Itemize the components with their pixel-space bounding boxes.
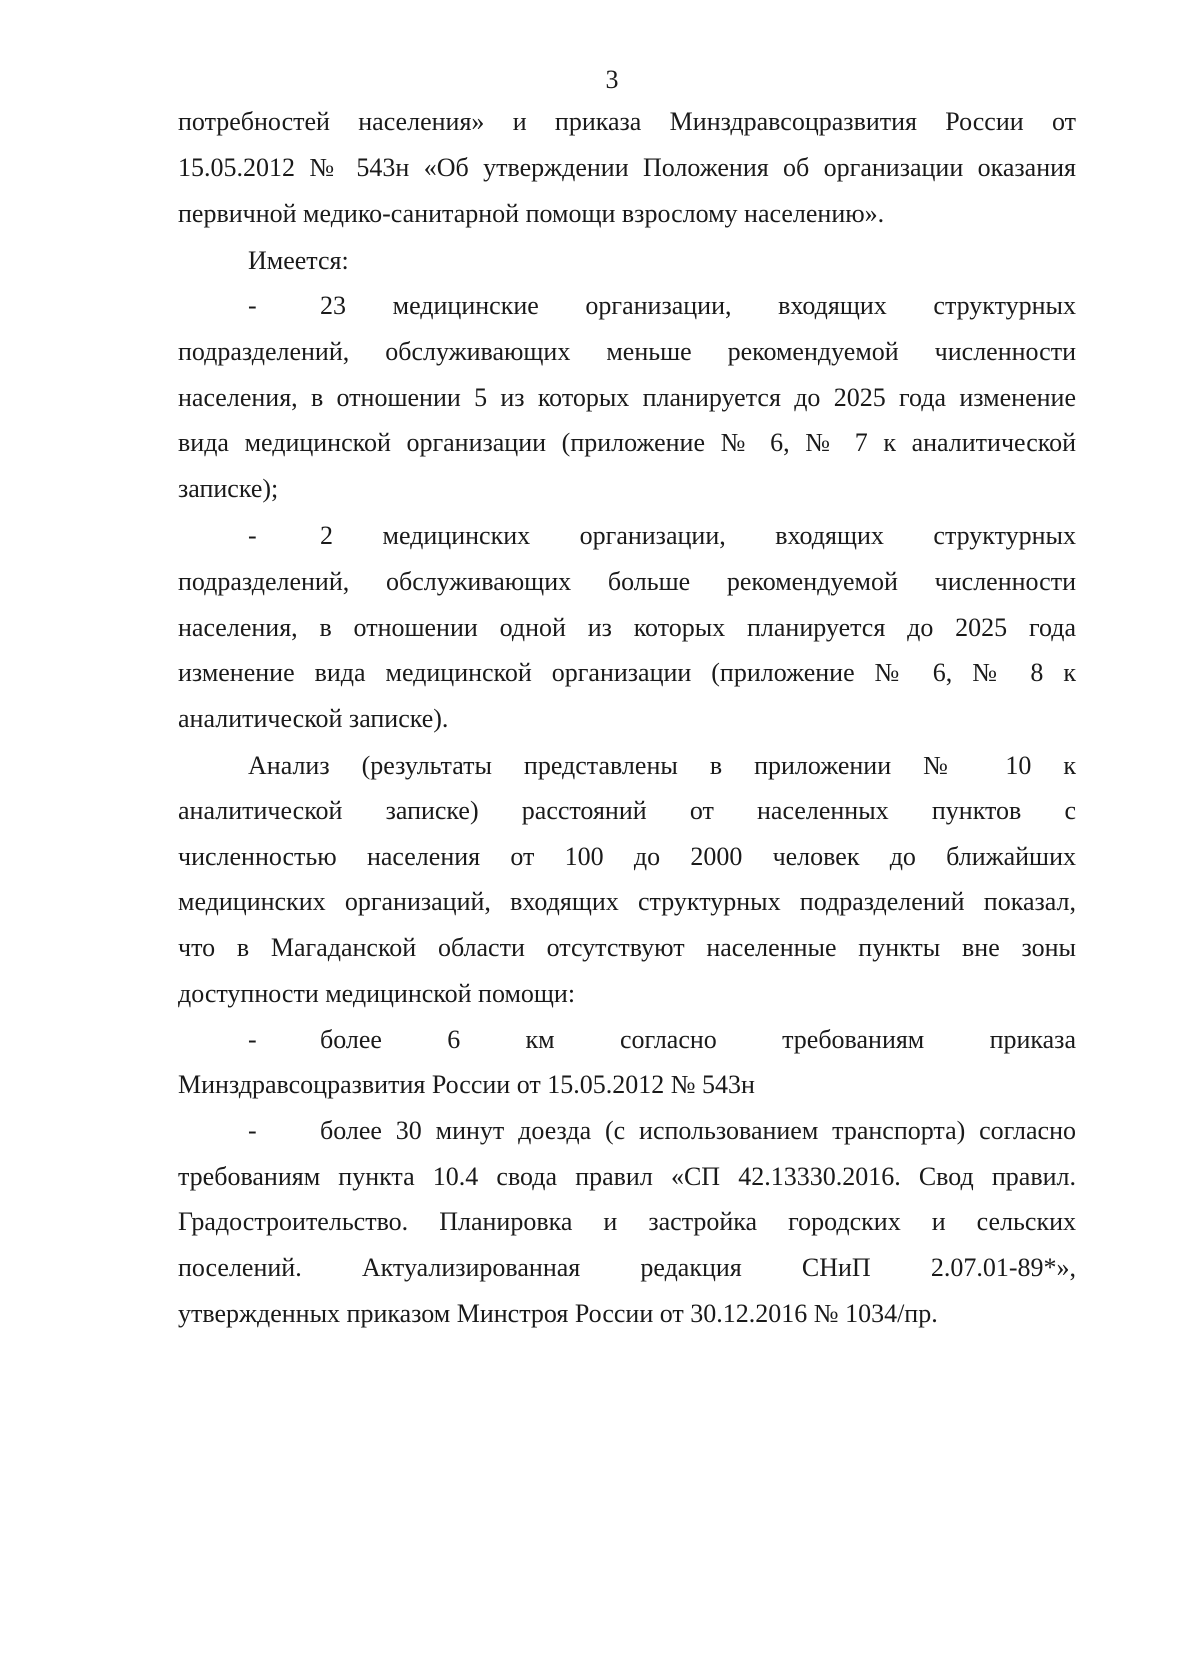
text-line: населения, в отношении одной из которых планируется до 2025 года: [178, 613, 1076, 642]
text-line: численностью населения от 100 до 2000 человек до ближайших: [178, 842, 1076, 871]
text-line: медицинских организаций, входящих структурных подразделений показал,: [178, 887, 1076, 916]
text-line: первичной медико-санитарной помощи взрослому населению».: [178, 199, 885, 228]
list-dash: -: [248, 1025, 257, 1054]
text-line: 2 медицинских организации, входящих структурных: [320, 521, 1076, 550]
text-line: изменение вида медицинской организации (приложение № 6, № 8 к: [178, 658, 1076, 687]
text-line: поселений. Актуализированная редакция СНиП 2.07.01-89*»,: [178, 1253, 1076, 1282]
page-number: 3: [605, 65, 619, 94]
text-line: подразделений, обслуживающих больше рекомендуемой численности: [178, 567, 1076, 596]
text-line: потребностей населения» и приказа Минздравсоцразвития России от: [178, 107, 1076, 136]
text-line: 15.05.2012 № 543н «Об утверждении Положения об организации оказания: [178, 153, 1076, 182]
list-dash: -: [248, 1116, 257, 1145]
text-line: Имеется:: [248, 246, 349, 275]
text-line: требованиям пункта 10.4 свода правил «СП 42.13330.2016. Свод правил.: [178, 1162, 1076, 1191]
text-line: более 6 км согласно требованиям приказа: [320, 1025, 1076, 1054]
text-line: более 30 минут доезда (с использованием транспорта) согласно: [320, 1116, 1076, 1145]
list-dash: -: [248, 291, 257, 320]
text-line: доступности медицинской помощи:: [178, 979, 576, 1008]
list-dash: -: [248, 521, 257, 550]
text-line: 23 медицинские организации, входящих структурных: [320, 291, 1076, 320]
text-line: подразделений, обслуживающих меньше рекомендуемой численности: [178, 337, 1076, 366]
text-line: Минздравсоцразвития России от 15.05.2012 № 543н: [178, 1070, 755, 1099]
text-line: вида медицинской организации (приложение № 6, № 7 к аналитической: [178, 428, 1076, 457]
text-line: Градостроительство. Планировка и застройка городских и сельских: [178, 1207, 1076, 1236]
text-line: что в Магаданской области отсутствуют населенные пункты вне зоны: [178, 933, 1076, 962]
text-line: аналитической записке).: [178, 704, 449, 733]
text-line: Анализ (результаты представлены в приложении № 10 к: [248, 751, 1076, 780]
text-line: утвержденных приказом Минстроя России от 30.12.2016 № 1034/пр.: [178, 1299, 938, 1328]
text-line: аналитической записке) расстояний от населенных пунктов с: [178, 796, 1076, 825]
text-line: населения, в отношении 5 из которых планируется до 2025 года изменение: [178, 383, 1076, 412]
text-line: записке);: [178, 474, 279, 503]
